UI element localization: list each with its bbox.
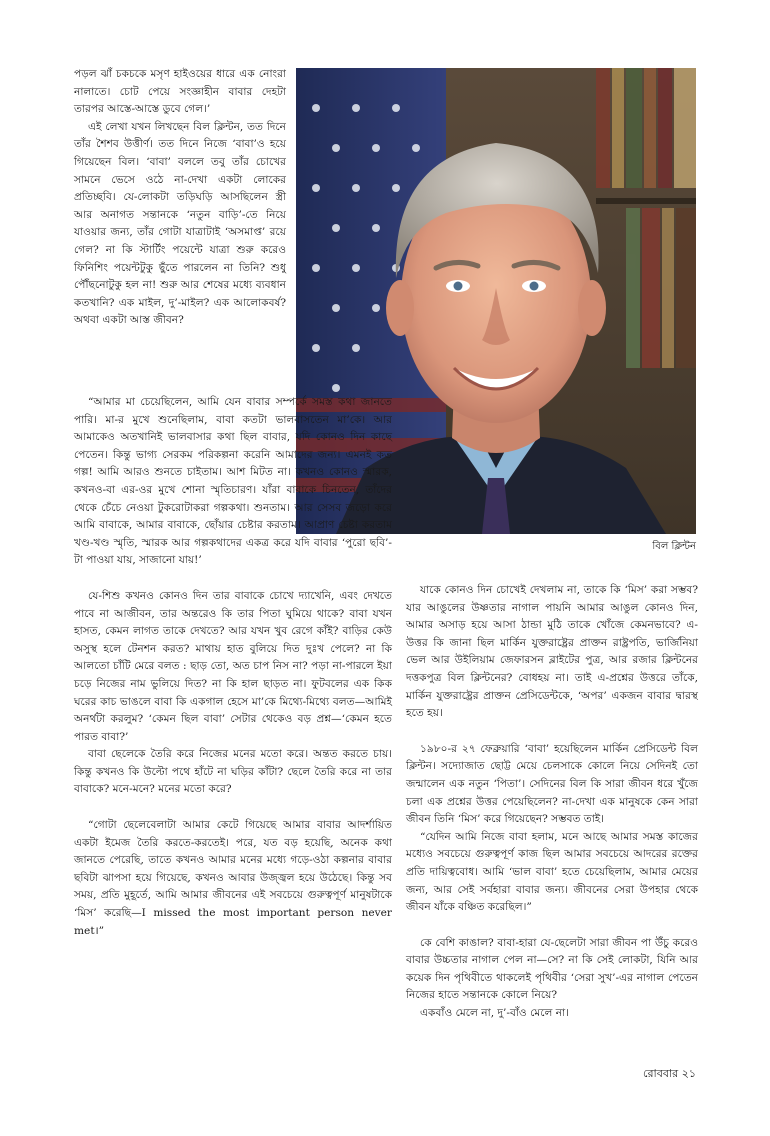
paragraph: এই লেখা যখন লিখছেন বিল ক্লিন্টন, তত দিনে তাঁর শৈশব উত্তীর্ণ। তত দিনে নিজে ‘বাবা’ও হয়ে গিয়েছেন বিল। ‘বাবা’ বললে তবু তাঁর চোখের সামনে ভেসে ওঠে না-দেখা একটা লোকের প্রতিচ্ছবি। যে-লোকটা তড়িঘড়ি আসছিলেন স্ত্রী আর অনাগত সন্তানকে ‘নতুন বাড়ি’-তে নিয়ে যাওয়ার জন্য, তাঁর গোটা যাত্রাটাই ‘অসমাপ্ত’ রয়ে গেল? না কি স্টার্টিং পয়েন্টে যাত্রা শুরু করেও ফিনিশিং পয়েন্টটুকু ছুঁতে পারলেন না তিনি? শুধু পৌঁছনোটুকু হল না! শুরু আর শেষের মধ্যে ব্যবধান কতখানি? এক মাইল, দু’-মাইল? এক আলোকবর্ষ? অথবা একটা আস্ত জীবন? [74,120,286,327]
photo-caption: বিল ক্লিন্টন [652,541,696,552]
section-name: রোববার [643,1067,679,1080]
article-column-top-left [74,66,286,330]
paragraph: যে-শিশু কখনও কোনও দিন তার বাবাকে চোখে দ্যাখেনি, এবং দেখতে পাবে না আজীবন, তার অন্তরেও কি তার পিতা ঘুমিয়ে থাকে? বাবা যখন হাসত, কেমন লাগত তাকে দেখতে? আর যখন খুব রেগে কাঁই? বাড়ির কেউ অসুস্থ হলে টেনশন করত? মাথায় হাত বুলিয়ে দিত দুঃখ পেলে? না কি আলতো চাঁটি মেরে বলত : ছাড় তো, অত চাপ নিস না? পড়া না-পারলে ইয়া চড়ে নিজের নাম ভুলিয়ে দিত? না কি হাল ছাড়ত না। ফুটবলের এক কিক ঘরের কাচ ভাঙলে বাবা কি একগাল হেসে মা’কে মিথ্যে-মিথ্যে বলত—আমিই অনর্থটা করলুম? ‘কেমন ছিল বাবা’ সেটার থেকেও বড় প্রশ্ন—‘কেমন হতে পারত বাবা?’ [74,589,392,743]
article-column-left [74,394,392,940]
paragraph: ১৯৮০-র ২৭ ফেব্রুয়ারি ‘বাবা’ হয়েছিলেন মার্কিন প্রেসিডেন্ট বিল ক্লিন্টন। সদ্যোজাত ছোট্ট মেয়ে চেলসাকে কোলে নিয়ে সেদিনই তো জন্মালেন এক নতুন ‘পিতা’। সেদিনের বিল কি সারা জীবন ধরে খুঁজে চলা এক প্রশ্নের উত্তর পেয়েছিলেন? না-দেখা এক মানুষকে কেন সারা জীবন তিনি ‘মিস’ করে গিয়েছেন? সম্ভবত তাই। [406,742,698,826]
paragraph: একবাঁও মেলে না, দু’-বাঁও মেলে না। [420,1007,569,1020]
paragraph: বাবা ছেলেকে তৈরি করে নিজের মনের মতো করে। অন্তত করতে চায়। কিন্তু কখনও কি উল্টো পথে হাঁটে না ঘড়ির কাঁটা? ছেলে তৈরি করে না তার বাবাকে? মনে-মনে? মনের মতো করে? [74,748,392,796]
paragraph: যাকে কোনও দিন চোখেই দেখলাম না, তাকে কি ‘মিস’ করা সম্ভব? যার আঙুলের উষ্ণতার নাগাল পায়নি আমার আঙুল কোনও দিন, আমার অসাড় হয়ে আসা ঠান্ডা মুঠি তাকে খোঁজে কেমনভাবে? এ-উত্তর কি জানা ছিল মার্কিন যুক্তরাষ্ট্রের প্রাক্তন রাষ্ট্রপতি, ভার্জিনিয়া ভেল আর উইলিয়াম জেফারসন ব্লাইটের পুত্র, আর রজার ক্লিন্টনের দত্তকপুত্র বিল ক্লিন্টনের? বোধহয় না। তাই এ-প্রশ্নের উত্তরে তাঁকে, মার্কিন যুক্তরাষ্ট্রের প্রাক্তন প্রেসিডেন্টকে, ‘অপর’ একজন বাবার দ্বারস্থ হতে হয়। [406,584,698,720]
paragraph: “যেদিন আমি নিজে বাবা হলাম, মনে আছে আমার সমস্ত কাজের মধ্যেও সবচেয়ে গুরুত্বপূর্ণ কাজ ছিল আমার সবচেয়ে আদরের রক্তের প্রতি দায়িত্ববোধ। আমি ‘ভাল বাবা’ হতে চেয়েছিলাম, আমার মেয়ের জন্য, আর সেই সর্বহারা বাবার জন্য। জীবনের সেরা উপহার থেকে জীবন যাঁকে বঞ্চিত করেছিল।” [406,830,698,914]
page-number: ২১ [681,1067,696,1080]
paragraph: “আমার মা চেয়েছিলেন, আমি যেন বাবার সম্পর্কে সমস্ত কথা জানতে পারি। মা-র মুখে শুনেছিলাম, বাবা কতটা ভালবাসতেন মা’কে। আর আমাকেও অতখানিই ভালবাসার কথা ছিল বাবার, যদি কোনও দিন কাছে পেতেন। কিন্তু ভাগ্য সেরকম পরিকল্পনা করেনি আমাদের জন্য। এমনই কত গল্প! আমি আরও শুনতে চাইতাম। আশ মিটত না। কখনও কোনও স্মারক, কখনও-বা এর-ওর মুখে শোনা স্মৃতিচারণ। যাঁরা বাবাকে চিনতেন, তাঁদের থেকে চেঁচে নেওয়া টুকরোটাকরা গল্পকথা। শুনতাম। আর সেসব জড়ো করে আমি বাবাকে, আমার বাবাকে, ছোঁয়ার চেষ্টার করতাম। আপ্রাণ চেষ্টা করতাম খণ্ড-খণ্ড স্মৃতি, স্মারক আর গল্পকথাদের একত্র করে যদি বাবার ‘পুরো ছবি’-টা পাওয়া যায়, সাজানো যায়!’ [74,396,392,567]
paragraph: পড়ল ঝাঁ চকচকে মসৃণ হাইওয়ের ধারে এক নোংরা নালাতে। চোট পেয়ে সংজ্ঞাহীন বাবার দেহটা তারপর আস্তে-আস্তে ডুবে গেল।’ [74,68,286,116]
paragraph: “গোটা ছেলেবেলাটা আমার কেটে গিয়েছে আমার বাবার আদর্শায়িত একটা ইমেজ তৈরি করতে-করতেই। পরে, যত বড় হয়েছি, অনেক কথা জানতে পেরেছি, তাতে কখনও আমার মনের মধ্যে গড়ে-ওঠা কল্পনার বাবার ছবিটা ঝাপসা হয়ে গিয়েছে, কখনও আবার উজ্জ্বল হয়ে উঠেছে। কিন্তু সব সময়, প্রতি মুহূর্তে, আমি আমার জীবনের এই সবচেয়ে গুরুত্বপূর্ণ মানুষটাকে ‘মিস’ করেছি—I missed the most important person never met।” [74,819,392,937]
article-column-right [406,582,698,1023]
paragraph: কে বেশি কাঙাল? বাবা-হারা যে-ছেলেটা সারা জীবন পা উঁচু করেও বাবার উচ্চতার নাগাল পেল না—সে? না কি সেই লোকটা, যিনি আর কয়েক দিন পৃথিবীতে থাকলেই পৃথিবীর ‘সেরা সুখ’-এর নাগাল পেতেন নিজের হাতে সন্তানকে কোলে নিয়ে? [406,936,698,1002]
page-footer [560,1066,696,1082]
